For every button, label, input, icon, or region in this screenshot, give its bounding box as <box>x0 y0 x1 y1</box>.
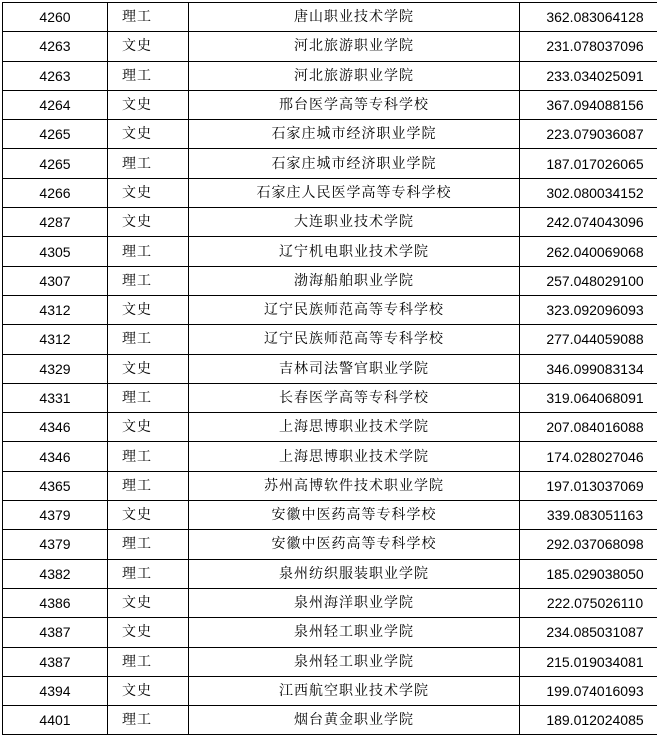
category-cell: 文史 <box>108 354 189 383</box>
school-code-cell: 4379 <box>3 501 108 530</box>
school-code-cell: 4287 <box>3 208 108 237</box>
score-cell: 233.034025091 <box>520 61 657 90</box>
category-cell: 理工 <box>108 325 189 354</box>
score-cell: 277.044059088 <box>520 325 657 354</box>
table-row <box>3 208 657 237</box>
school-name-cell: 泉州纺织服装职业学院 <box>189 559 520 588</box>
category-cell: 文史 <box>108 90 189 119</box>
category-cell: 理工 <box>108 442 189 471</box>
table-row <box>3 178 657 207</box>
score-cell: 185.029038050 <box>520 559 657 588</box>
school-code-cell: 4329 <box>3 354 108 383</box>
school-code-cell: 4386 <box>3 588 108 617</box>
school-code-cell: 4346 <box>3 413 108 442</box>
school-code-cell: 4401 <box>3 706 108 735</box>
table-row <box>3 618 657 647</box>
table-row <box>3 706 657 735</box>
school-name-cell: 吉林司法警官职业学院 <box>189 354 520 383</box>
score-cell: 242.074043096 <box>520 208 657 237</box>
table-row <box>3 471 657 500</box>
admission-score-table <box>2 2 657 735</box>
school-name-cell: 河北旅游职业学院 <box>189 32 520 61</box>
table-row <box>3 413 657 442</box>
school-name-cell: 泉州轻工职业学院 <box>189 647 520 676</box>
school-code-cell: 4379 <box>3 530 108 559</box>
school-code-cell: 4263 <box>3 32 108 61</box>
school-name-cell: 江西航空职业技术学院 <box>189 676 520 705</box>
school-code-cell: 4394 <box>3 676 108 705</box>
category-cell: 文史 <box>108 501 189 530</box>
category-cell: 理工 <box>108 149 189 178</box>
table-row <box>3 295 657 324</box>
category-cell: 理工 <box>108 383 189 412</box>
school-name-cell: 辽宁机电职业技术学院 <box>189 237 520 266</box>
table-row <box>3 559 657 588</box>
category-cell: 文史 <box>108 208 189 237</box>
school-code-cell: 4263 <box>3 61 108 90</box>
school-code-cell: 4260 <box>3 3 108 32</box>
score-cell: 323.092096093 <box>520 295 657 324</box>
category-cell: 文史 <box>108 676 189 705</box>
table-row <box>3 588 657 617</box>
score-cell: 319.064068091 <box>520 383 657 412</box>
category-cell: 文史 <box>108 588 189 617</box>
table-row <box>3 647 657 676</box>
school-code-cell: 4312 <box>3 325 108 354</box>
score-cell: 234.085031087 <box>520 618 657 647</box>
school-name-cell: 安徽中医药高等专科学校 <box>189 501 520 530</box>
school-name-cell: 大连职业技术学院 <box>189 208 520 237</box>
school-name-cell: 邢台医学高等专科学校 <box>189 90 520 119</box>
table-body <box>3 3 657 735</box>
school-name-cell: 河北旅游职业学院 <box>189 61 520 90</box>
table-row <box>3 61 657 90</box>
score-cell: 262.040069068 <box>520 237 657 266</box>
category-cell: 文史 <box>108 618 189 647</box>
school-code-cell: 4312 <box>3 295 108 324</box>
school-name-cell: 烟台黄金职业学院 <box>189 706 520 735</box>
category-cell: 理工 <box>108 559 189 588</box>
score-cell: 189.012024085 <box>520 706 657 735</box>
score-cell: 367.094088156 <box>520 90 657 119</box>
school-code-cell: 4387 <box>3 618 108 647</box>
school-code-cell: 4346 <box>3 442 108 471</box>
school-code-cell: 4365 <box>3 471 108 500</box>
category-cell: 理工 <box>108 530 189 559</box>
school-name-cell: 安徽中医药高等专科学校 <box>189 530 520 559</box>
school-code-cell: 4387 <box>3 647 108 676</box>
table-row <box>3 120 657 149</box>
score-cell: 197.013037069 <box>520 471 657 500</box>
table-row <box>3 530 657 559</box>
school-code-cell: 4307 <box>3 266 108 295</box>
score-cell: 215.019034081 <box>520 647 657 676</box>
school-code-cell: 4264 <box>3 90 108 119</box>
table-row <box>3 501 657 530</box>
school-name-cell: 渤海船舶职业学院 <box>189 266 520 295</box>
school-code-cell: 4305 <box>3 237 108 266</box>
table-row <box>3 266 657 295</box>
category-cell: 理工 <box>108 647 189 676</box>
score-cell: 292.037068098 <box>520 530 657 559</box>
school-name-cell: 长春医学高等专科学校 <box>189 383 520 412</box>
table-row <box>3 442 657 471</box>
category-cell: 文史 <box>108 178 189 207</box>
school-name-cell: 唐山职业技术学院 <box>189 3 520 32</box>
score-cell: 187.017026065 <box>520 149 657 178</box>
category-cell: 理工 <box>108 266 189 295</box>
school-name-cell: 泉州海洋职业学院 <box>189 588 520 617</box>
school-name-cell: 苏州高博软件技术职业学院 <box>189 471 520 500</box>
category-cell: 理工 <box>108 471 189 500</box>
category-cell: 理工 <box>108 61 189 90</box>
table-row <box>3 237 657 266</box>
category-cell: 理工 <box>108 3 189 32</box>
table-row <box>3 32 657 61</box>
table-row <box>3 90 657 119</box>
table-row <box>3 676 657 705</box>
category-cell: 文史 <box>108 295 189 324</box>
score-cell: 302.080034152 <box>520 178 657 207</box>
school-name-cell: 石家庄人民医学高等专科学校 <box>189 178 520 207</box>
school-code-cell: 4382 <box>3 559 108 588</box>
category-cell: 文史 <box>108 120 189 149</box>
school-name-cell: 石家庄城市经济职业学院 <box>189 149 520 178</box>
table-row <box>3 3 657 32</box>
category-cell: 文史 <box>108 32 189 61</box>
school-name-cell: 辽宁民族师范高等专科学校 <box>189 295 520 324</box>
table-row <box>3 383 657 412</box>
school-code-cell: 4331 <box>3 383 108 412</box>
school-code-cell: 4265 <box>3 120 108 149</box>
score-cell: 174.028027046 <box>520 442 657 471</box>
score-cell: 222.075026110 <box>520 588 657 617</box>
school-code-cell: 4265 <box>3 149 108 178</box>
school-code-cell: 4266 <box>3 178 108 207</box>
category-cell: 理工 <box>108 237 189 266</box>
table-row <box>3 325 657 354</box>
school-name-cell: 上海思博职业技术学院 <box>189 413 520 442</box>
category-cell: 文史 <box>108 413 189 442</box>
school-name-cell: 辽宁民族师范高等专科学校 <box>189 325 520 354</box>
score-cell: 362.083064128 <box>520 3 657 32</box>
score-cell: 223.079036087 <box>520 120 657 149</box>
table-row <box>3 354 657 383</box>
score-cell: 231.078037096 <box>520 32 657 61</box>
school-name-cell: 石家庄城市经济职业学院 <box>189 120 520 149</box>
category-cell: 理工 <box>108 706 189 735</box>
score-cell: 339.083051163 <box>520 501 657 530</box>
table-row <box>3 149 657 178</box>
score-cell: 346.099083134 <box>520 354 657 383</box>
score-cell: 257.048029100 <box>520 266 657 295</box>
score-cell: 199.074016093 <box>520 676 657 705</box>
school-name-cell: 上海思博职业技术学院 <box>189 442 520 471</box>
school-name-cell: 泉州轻工职业学院 <box>189 618 520 647</box>
score-cell: 207.084016088 <box>520 413 657 442</box>
